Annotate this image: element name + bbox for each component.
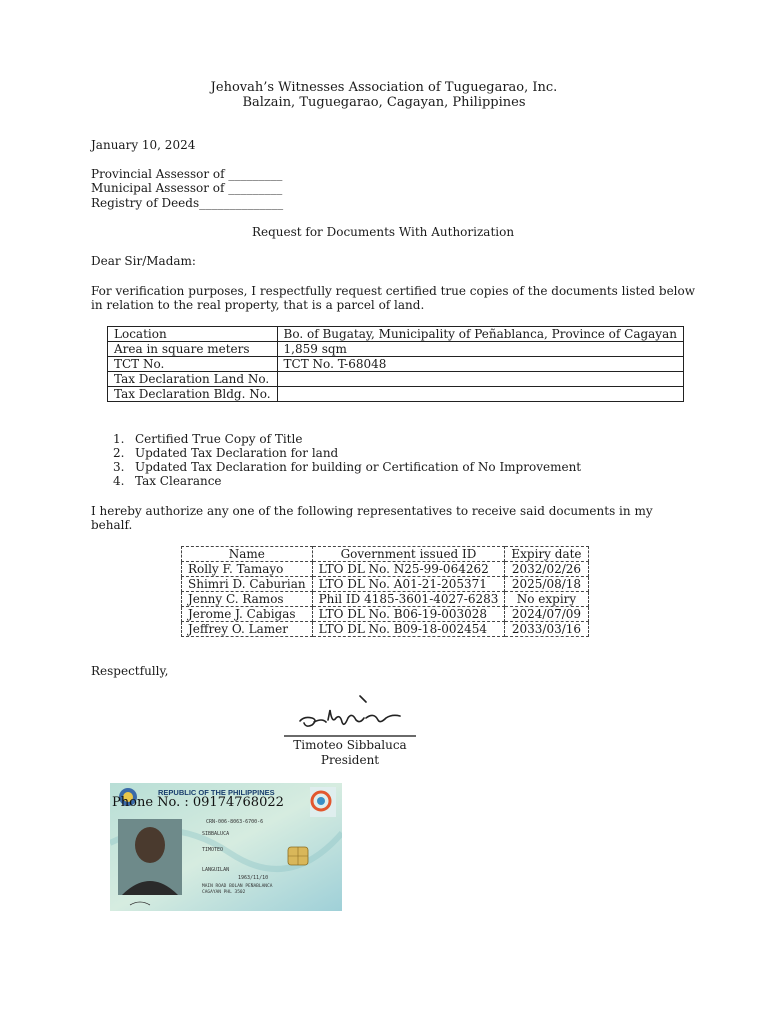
list-item [113,432,581,446]
signature-image [282,688,418,738]
rep-expiry: 2033/03/16 [505,622,588,637]
table-row [108,342,684,357]
rep-name: Jeffrey O. Lamer [182,622,313,637]
list-item [113,446,581,460]
id-middle-name: LANGUILAN [202,867,230,873]
signatory-name: Timoteo Sibbaluca [293,738,407,752]
property-label: Tax Declaration Bldg. No. [108,387,278,402]
list-number: 3. [113,460,125,474]
phone-number: Phone No. : 09174768022 [112,795,284,810]
list-number: 4. [113,474,125,488]
table-row [108,387,684,402]
requested-documents-list [113,432,581,488]
rep-id: Phil ID 4185-3601-4027-6283 [312,592,505,607]
organization-name: Jehovah’s Witnesses Association of Tuguegarao, Inc. [210,80,558,95]
table-row [182,607,589,622]
rep-expiry: 2024/07/09 [505,607,588,622]
representatives-table [181,546,589,637]
authorization-line-2: behalf. [91,518,133,532]
id-address-line-1: MAIN ROAD BOLAN PEÑABLANCA [202,884,273,889]
rep-name: Rolly F. Tamayo [182,562,313,577]
id-birth: 1963/11/10 [238,875,269,881]
table-row [182,562,589,577]
letter-subject: Request for Documents With Authorization [251,225,515,239]
property-label: TCT No. [108,357,278,372]
salutation: Dear Sir/Madam: [91,254,196,268]
table-header-row [182,547,589,562]
list-text: Certified True Copy of Title [135,432,303,446]
id-surname: SIBBALUCA [202,831,230,837]
rep-expiry: No expiry [505,592,588,607]
property-value [277,372,683,387]
rep-expiry: 2032/02/26 [505,562,588,577]
column-header-name: Name [182,547,313,562]
id-address-line-2: CAGAYAN PHL 3502 [202,890,246,895]
id-country: REPUBLIC OF THE PHILIPPINES [158,788,275,797]
rep-id: LTO DL No. B09-18-002454 [312,622,505,637]
table-row [108,327,684,342]
property-details-table [107,326,684,402]
property-value: Bo. of Bugatay, Municipality of Peñablanca, Province of Cagayan [277,327,683,342]
rep-expiry: 2025/08/18 [505,577,588,592]
table-row [182,592,589,607]
property-value: TCT No. T-68048 [277,357,683,372]
property-value [277,387,683,402]
table-row [108,372,684,387]
rep-name: Jerome J. Cabigas [182,607,313,622]
column-header-id: Government issued ID [312,547,505,562]
list-text: Updated Tax Declaration for building or Certification of No Improvement [135,460,582,474]
table-row [182,622,589,637]
list-item [113,460,581,474]
list-text: Updated Tax Declaration for land [135,446,339,460]
id-crn: CRN-006-8063-6700-6 [206,819,264,825]
property-label: Tax Declaration Land No. [108,372,278,387]
recipient-registry-of-deeds: Registry of Deeds______________ [91,196,284,210]
signatory-title: President [320,753,380,767]
id-given-name: TIMOTEO [202,847,224,853]
intro-line-1: For verification purposes, I respectfully request certified true copies of the documents listed below [91,284,696,298]
rep-id: LTO DL No. B06-19-003028 [312,607,505,622]
authorization-line-1: I hereby authorize any one of the following representatives to receive said documents in my [91,504,653,518]
closing: Respectfully, [91,664,169,678]
rep-id: LTO DL No. N25-99-064262 [312,562,505,577]
table-row [108,357,684,372]
recipient-municipal-assessor: Municipal Assessor of _________ [91,181,283,195]
list-number: 1. [113,432,125,446]
organization-address: Balzain, Tuguegarao, Cagayan, Philippines [242,95,526,110]
list-number: 2. [113,446,125,460]
intro-line-2: in relation to the real property, that is a parcel of land. [91,298,425,312]
column-header-expiry: Expiry date [505,547,588,562]
table-row [182,577,589,592]
property-label: Area in square meters [108,342,278,357]
rep-id: LTO DL No. A01-21-205371 [312,577,505,592]
list-text: Tax Clearance [135,474,222,488]
letter-date: January 10, 2024 [91,138,196,152]
rep-name: Shimri D. Caburian [182,577,313,592]
rep-name: Jenny C. Ramos [182,592,313,607]
recipient-provincial-assessor: Provincial Assessor of _________ [91,167,283,181]
property-label: Location [108,327,278,342]
list-item [113,474,581,488]
property-value: 1,859 sqm [277,342,683,357]
